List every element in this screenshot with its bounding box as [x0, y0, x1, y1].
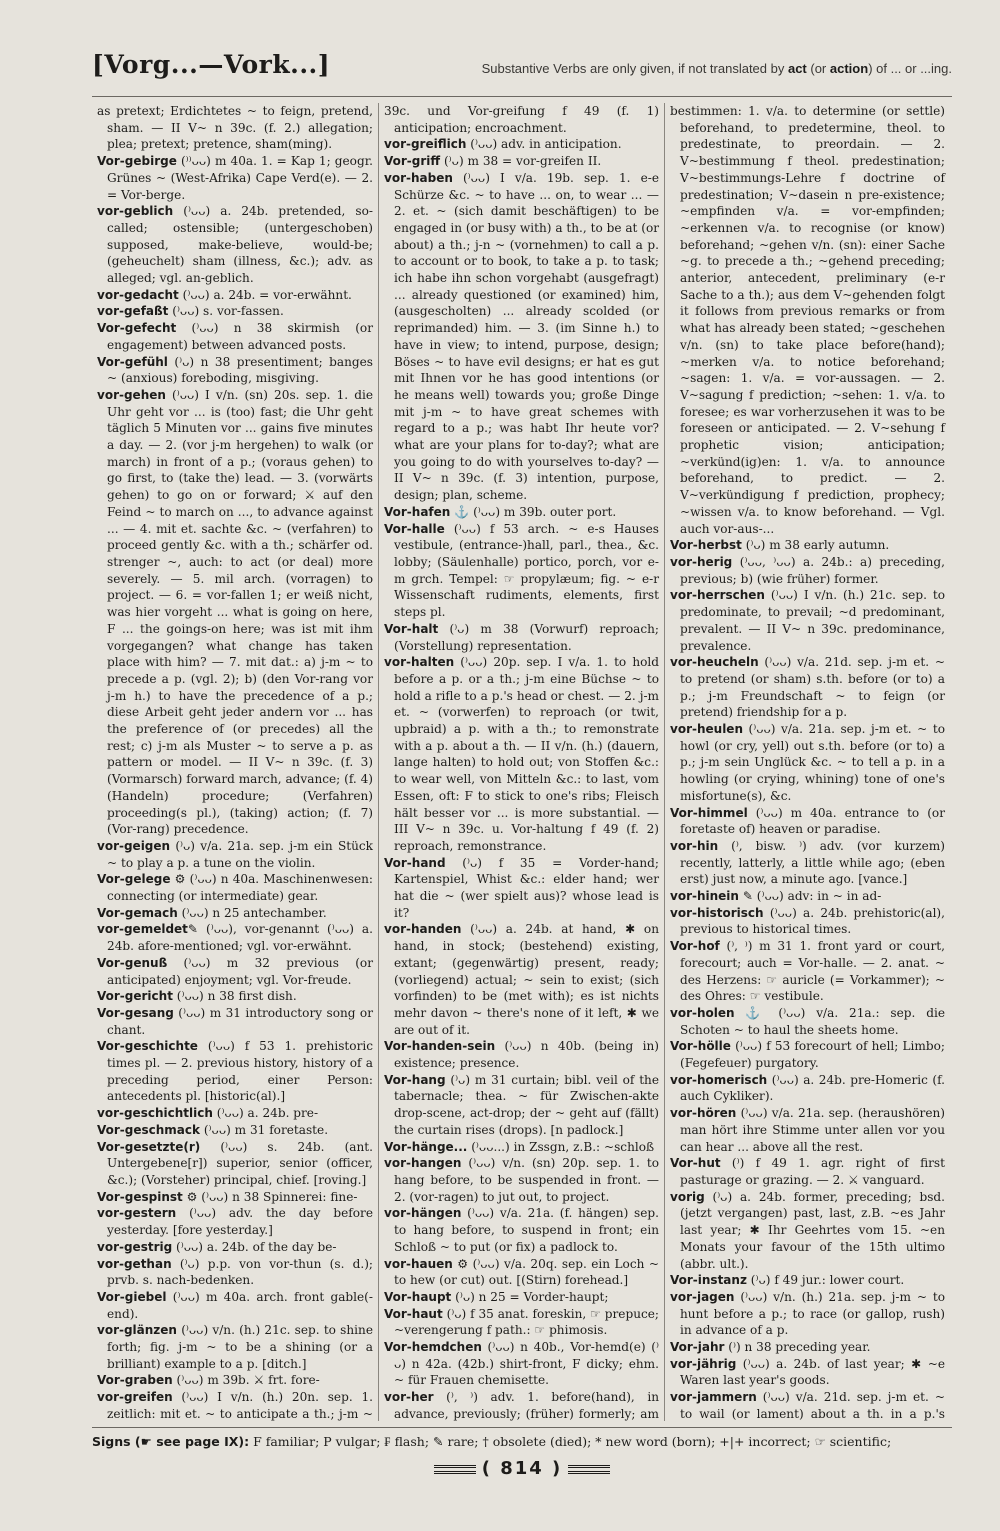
rule-left — [434, 1465, 476, 1474]
entry-definition: (⁾ᴗᴗ) v/a. 21a. sep. (heraushören) man hört ihre Stimme unter allen vor you can hear ... above all the rest. — [680, 1106, 945, 1154]
entry-definition: (⁾) n 38 preceding year. — [724, 1340, 871, 1355]
dictionary-entry — [97, 1189, 373, 1206]
entry-definition: (⁾ᴗ) n 25 = Vorder-haupt; — [451, 1289, 609, 1304]
entry-headword: Vor-graben — [97, 1373, 173, 1388]
signs-text: F familiar; P vulgar; ₣ flash; ✎ rare; † obsolete (died); * new word (born); +|+ incorrect; ☞ scientific; — [249, 1434, 892, 1449]
entry-definition: (⁾ᴗᴗ, ⁾ᴗᴗ) a. 24b.: a) preceding, previous; b) (wie früher) former. — [680, 554, 945, 586]
entry-headword: vor-hin — [670, 838, 719, 853]
entry-definition: (⁾ᴗᴗ) n 38 first dish. — [172, 989, 297, 1004]
entry-headword: Vor-griff — [384, 154, 441, 169]
entry-definition: (⁾ᴗᴗ) I v/n. (h.) 20n. sep. 1. zeitlich: mit et. ~ to anticipate a th.; j-m ~ — [107, 1390, 373, 1421]
dictionary-entry — [97, 103, 373, 153]
entry-definition: (⁾ᴗ) v/a. 21a. sep. j-m ein Stück ~ to play a p. a tune on the violin. — [107, 838, 373, 870]
dictionary-entry — [384, 1139, 659, 1156]
entry-definition: (⁾ᴗ) m 31 curtain; bibl. veil of the tabernacle; thea. ~ für Zwischen-akte drop-scene, act-drop; der ~ geht auf (fällt) the curtain rises (drops). [n padlock.] — [394, 1072, 659, 1137]
entry-headword: vor-hauen — [384, 1256, 453, 1271]
entry-definition: (⁾ᴗᴗ) m 40a. arch. front gable(-end). — [107, 1289, 373, 1321]
entry-headword: Vor-hang — [384, 1072, 446, 1087]
dictionary-entry — [670, 1356, 945, 1389]
entry-headword: Vor-gemach — [97, 905, 178, 920]
entry-headword: vor-haben — [384, 170, 453, 185]
entry-definition: ✎ (⁾ᴗᴗ), vor-genannt (⁾ᴗᴗ) a. 24b. afore-mentioned; vgl. vor-erwähnt. — [107, 922, 373, 954]
dictionary-entry — [670, 103, 945, 537]
entry-headword: Vor-hut — [670, 1156, 721, 1171]
dictionary-entry — [670, 1389, 945, 1421]
dictionary-entry — [97, 1205, 373, 1238]
entry-definition: (⁾ᴗ) a. 24b. former, preceding; bsd. (jetzt vergangen) past, last, z.B. ~es Jahr last year; ✱ Ihr Geehrtes vom 15. ~en Monats your favour of the 15th ultimo (abbr. ult.). — [680, 1189, 945, 1271]
entry-definition: (⁾ᴗᴗ) v/n. (h.) 21c. sep. to shine forth; fig. j-m ~ to be a shining (or a brilliant) example to a p. [ditch.] — [107, 1323, 373, 1371]
dictionary-entry — [384, 1072, 659, 1139]
running-head: [Vorg...—Vork...] — [92, 50, 331, 79]
entry-definition: (⁾ᴗᴗ) a. 24b. pre-Homeric (f. auch Cykliker). — [680, 1072, 945, 1104]
entry-headword: vor-gefaßt — [97, 304, 169, 319]
entry-headword: vor-holen — [670, 1005, 735, 1020]
entry-headword: vor-gemeldet — [97, 922, 188, 937]
dictionary-entry — [384, 621, 659, 654]
entry-headword: vor-historisch — [670, 905, 764, 920]
entry-definition: 39c. und Vor-greifung f 49 (f. 1) anticipation; encroachment. — [384, 104, 659, 135]
dictionary-entry — [670, 838, 945, 888]
entry-headword: vor-gethan — [97, 1256, 172, 1271]
dictionary-entry — [670, 587, 945, 654]
entry-definition: ✎ (⁾ᴗᴗ) adv: in ~ in ad- — [738, 889, 882, 904]
entry-headword: Vor-gesang — [97, 1005, 174, 1020]
dictionary-entry — [97, 955, 373, 988]
header-note-act: act — [787, 61, 807, 76]
entry-definition: (⁾ᴗᴗ) I v/a. 19b. sep. 1. e-e Schürze &c. ~ to have ... on, to wear ... — 2. et. ~ (sich damit beschäftigen) to be engaged in (or busy with) a th., to be at (or about) a th.; j-n ~ (vornehmen) to call a p. to account or to book, to take a p. to task; ich habe ihn schon vorgehabt (ausgefragt) ... already questioned (or examined) him, (ausgescholten) ... already scolded (or reprimanded) him. — 3. (im Sinne h.) to have in view; to intend, purpose, design; Böses ~ to have evil designs; er hat es gut mit Ihnen vor he has good intentions (or he means well) towards you; große Dinge mit j-m ~ to have great schemes with regard to a p.; was habt Ihr heute vor? what are your plans for to-day?; what are you going to do with yourselves to-day? — II V~ n 39c. (f. 3) intention, purpose, design; plan, scheme. — [394, 170, 660, 503]
entry-definition: (⁾ᴗᴗ) a. 24b. = vor-erwähnt. — [178, 287, 352, 302]
entry-definition: (⁾ᴗ) m 38 = vor-greifen II. — [440, 154, 602, 169]
entry-definition: (⁾ᴗ) f 49 jur.: lower court. — [746, 1273, 905, 1288]
entry-definition: ⚙ (⁾ᴗᴗ) v/a. 20q. sep. ein Loch ~ to hew (or cut) out. [(Stirn) forehead.] — [394, 1256, 659, 1288]
entry-definition: (⁾ᴗ) f 35 anat. foreskin, ☞ prepuce; ~verengerung f path.: ☞ phimosis. — [394, 1306, 659, 1338]
dictionary-entry — [97, 1038, 373, 1105]
header-note-prefix: Substantive Verbs are only given, if not translated by — [481, 61, 788, 76]
dictionary-entry — [670, 1189, 945, 1273]
dictionary-entry — [384, 103, 659, 136]
entry-headword: Vor-hölle — [670, 1039, 731, 1054]
page-number: ( 814 ) — [481, 1458, 563, 1479]
entry-headword: Vor-gesetzte(r) — [97, 1139, 201, 1154]
entry-headword: vor-gedacht — [97, 287, 179, 302]
entry-definition: (⁾ᴗᴗ) n 25 antechamber. — [177, 905, 327, 920]
dictionary-entry — [670, 805, 945, 838]
entry-headword: vor-hangen — [384, 1156, 462, 1171]
dictionary-entry — [97, 871, 373, 904]
entry-definition: (⁾, ⁾) m 31 1. front yard or court, forecourt; auch = Vor-halle. — 2. anat. ~ des Herzens: ☞ auricle (= Vorkammer); ~ des Ohres: ☞ vestibule. — [680, 939, 945, 1004]
dictionary-entry — [97, 1122, 373, 1139]
entry-headword: vor-jammern — [670, 1390, 757, 1405]
entry-headword: vor-herrschen — [670, 588, 765, 603]
dictionary-entry — [670, 1155, 945, 1188]
entry-headword: vor-jagen — [670, 1289, 735, 1304]
entry-headword: vor-her — [384, 1390, 434, 1405]
entry-definition: (⁾ᴗᴗ) f 53 arch. ~ e-s Hauses vestibule, (entrance-)hall, parl., thea., &c. lobby; (Säulenhalle) portico, porch, vor e-m grch. Tempel: ☞ propylæum; fig. ~ e-r Wissenschaft rudiments, elements, first steps pl. — [394, 521, 659, 620]
entry-headword: vor-handen — [384, 922, 462, 937]
dictionary-entry — [384, 921, 659, 1038]
rule-right — [568, 1465, 610, 1474]
entry-definition: (⁾ᴗᴗ) I v/n. (h.) 21c. sep. to predominate, to prevail; ~d predominant, prevalent. — II V~ n 39c. predominance, prevalence. — [680, 588, 945, 653]
dictionary-entry — [670, 1272, 945, 1289]
entry-definition: (⁾ᴗᴗ) v/a. 21d. sep. j-m et. ~ to wail (or lament) about a th. in a p.'s — [680, 1390, 945, 1421]
dictionary-entry — [670, 721, 945, 805]
entry-headword: Vor-hänge... — [384, 1139, 468, 1154]
entry-headword: vor-geschichtlich — [97, 1106, 213, 1121]
entry-definition: (⁾ᴗᴗ) v/n. (h.) 21a. sep. j-m ~ to hunt before a p.; to race (or gallop, rush) in advance of a p. — [680, 1289, 945, 1338]
dictionary-entry — [670, 1289, 945, 1339]
entry-headword: vor-gehen — [97, 387, 166, 402]
entry-headword: Vor-haupt — [384, 1289, 452, 1304]
dictionary-entry — [97, 905, 373, 922]
dictionary-entry — [97, 838, 373, 871]
dictionary-entry — [384, 1205, 659, 1255]
dictionary-entry — [384, 1389, 659, 1421]
entry-headword: vor-jährig — [670, 1356, 737, 1371]
entry-headword: vor-heucheln — [670, 655, 759, 670]
dictionary-entry — [97, 354, 373, 387]
entry-headword: vor-geigen — [97, 838, 171, 853]
entry-headword: Vor-gefecht — [97, 321, 177, 336]
entry-headword: Vor-giebel — [97, 1289, 167, 1304]
column-2 — [378, 103, 664, 1421]
entry-definition: (⁾ᴗ) m 38 (Vorwurf) reproach; (Vorstellung) representation. — [394, 621, 659, 653]
entry-headword: vor-greiflich — [384, 137, 467, 152]
dictionary-entry — [97, 1139, 373, 1189]
entry-headword: vor-glänzen — [97, 1323, 177, 1338]
dictionary-entry — [384, 521, 659, 621]
entry-definition: (⁾ᴗᴗ) v/a. 21d. sep. j-m et. ~ to pretend (or sham) s.th. before (or to) a p.; j-m Freundschaft ~ to feign (or pretend) friendship for a p. — [680, 655, 945, 720]
entry-headword: Vor-halt — [384, 621, 439, 636]
entry-headword: Vor-jahr — [670, 1340, 725, 1355]
entry-definition: (⁾ᴗᴗ) v/n. (sn) 20p. sep. 1. to hang before, to be suspended in front. — 2. (vor-ragen) to jut out, to project. — [394, 1156, 659, 1204]
dictionary-entry — [97, 303, 373, 320]
dictionary-entry — [670, 654, 945, 721]
dictionary-entry — [97, 1005, 373, 1038]
entry-headword: vor-heulen — [670, 722, 743, 737]
signs-legend — [92, 1427, 952, 1450]
entry-headword: Vor-gelege — [97, 872, 171, 887]
entry-definition: (⁾ᴗ) f 35 = Vorder-hand; Kartenspiel, Whist &c.: elder hand; wer hat die ~ (wer spielt aus)? whose lead is it? — [394, 855, 659, 920]
dictionary-entry — [670, 1339, 945, 1356]
entry-definition: (⁾ᴗᴗ) a. 24b. pre- — [212, 1106, 319, 1121]
dictionary-entry — [670, 1072, 945, 1105]
header-note-action: action — [829, 61, 869, 76]
dictionary-entry — [97, 203, 373, 287]
entry-definition: (⁾ᴗᴗ) m 31 foretaste. — [200, 1122, 329, 1137]
entry-definition: (⁾ᴗ) m 38 early autumn. — [741, 538, 890, 553]
entry-definition: (⁾⁾ᴗᴗ) m 40a. 1. = Kap 1; geogr. Grünes ~ (West-Afrika) Cape Verd(e). — 2. = Vor-berge. — [107, 154, 373, 202]
dictionary-entry — [97, 320, 373, 353]
entry-headword: Vor-gefühl — [97, 354, 168, 369]
entry-headword: vor-gestrig — [97, 1239, 173, 1254]
entry-definition: ⚓ (⁾ᴗᴗ) v/a. 21a.: sep. die Schoten ~ to haul the sheets home. — [680, 1005, 945, 1037]
entry-definition: (⁾ᴗᴗ) adv. in anticipation. — [466, 137, 622, 152]
entry-headword: vor-gestern — [97, 1206, 177, 1221]
entry-definition: ⚙ (⁾ᴗᴗ) n 38 Spinnerei: fine- — [182, 1189, 358, 1204]
entry-definition: (⁾ᴗᴗ) a. 24b. of last year; ✱ ~e Waren last year's goods. — [680, 1356, 945, 1388]
entry-headword: Vor-instanz — [670, 1273, 747, 1288]
entry-headword: Vor-gespinst — [97, 1189, 183, 1204]
dictionary-entry — [384, 504, 659, 521]
entry-definition: (⁾ᴗᴗ) v/a. 21a. (f. hängen) sep. to hang before, to suspend in front; ein Schloß ~ to put (or fix) a padlock to. — [394, 1206, 659, 1254]
entry-headword: vor-homerisch — [670, 1072, 768, 1087]
entry-headword: Vor-gericht — [97, 989, 173, 1004]
entry-headword: vor-hängen — [384, 1206, 462, 1221]
dictionary-entry — [97, 1289, 373, 1322]
entry-headword: Vor-gebirge — [97, 154, 177, 169]
entry-definition: (⁾ᴗᴗ) a. 24b. prehistoric(al), previous to historical times. — [680, 905, 945, 937]
dictionary-entry — [97, 988, 373, 1005]
dictionary-entry — [384, 1256, 659, 1289]
entry-headword: Vor-hof — [670, 939, 720, 954]
entry-definition: (⁾ᴗᴗ) f 53 forecourt of hell; Limbo; (Fegefeuer) purgatory. — [680, 1039, 945, 1071]
entry-definition: (⁾ᴗᴗ) n 40b. (being in) existence; presence. — [394, 1039, 659, 1071]
entry-definition: (⁾ᴗᴗ) adv. the day before yesterday. [fore yesterday.] — [107, 1206, 373, 1238]
entry-headword: vor-hören — [670, 1106, 737, 1121]
dictionary-entry — [97, 1322, 373, 1372]
page-header — [92, 50, 952, 97]
dictionary-entry — [384, 654, 659, 854]
entry-definition: (⁾ᴗᴗ) v/a. 21a. sep. j-m et. ~ to howl (or cry, yell) out s.th. before (or to) a p.; j-m sein Unglück &c. ~ to tell a p. in a howling (or crying, whining) tone of one's misfortune(s), &c. — [680, 722, 945, 803]
dictionary-entry — [97, 287, 373, 304]
entry-headword: Vor-himmel — [670, 805, 748, 820]
page-number-line — [92, 1458, 952, 1479]
entry-headword: vor-halten — [384, 655, 455, 670]
entry-headword: Vor-geschichte — [97, 1039, 198, 1054]
dictionary-entry — [670, 888, 945, 905]
entry-headword: vor-geblich — [97, 204, 174, 219]
dictionary-entry — [384, 153, 659, 170]
dictionary-entry — [97, 1239, 373, 1256]
dictionary-entry — [670, 537, 945, 554]
entry-definition: (⁾ᴗᴗ) I v/n. (sn) 20s. sep. 1. die Uhr geht vor ... is (too) fast; die Uhr geht täglich 5 Minuten vor ... gains five minutes a day. — 2. (vor j-m hergehen) to walk (or march) in front of a p.; (voraus gehen) to go first, to (take the) lead. — 3. (vorwärts gehen) to go on or forward; ⚔ auf den Feind ~ to march on ..., to advance against ... — 4. mit et. sachte &c. ~ (verfahren) to proceed gently &c. with a th.; schärfer od. strenger ~, auch: to act (or deal) more severely. — 5. mil arch. (vorragen) to project. — 6. = vor-fallen 1; er weiß nicht, was hier vorgeht ... what is going on here, F ... the goings-on here; was ist mit ihm vorgegangen? what change has taken place with him? — 7. mit dat.: a) j-m ~ to precede a p. (vgl. 2); b) (den Vor-rang vor j-m h.) to have the precedence of a p.; diese Arbeit geht jeder andern vor ... has the preference of (or precedes) all the rest; c) j-m als Muster ~ to serve a p. as pattern or model. — II V~ n 39c. (f. 3) (Vormarsch) forward march, advance; (f. 4) (Handeln) procedure; (Verfahren) proceeding(s pl.), (taking) action; (f. 7) (Vor-rang) precedence. — [107, 387, 373, 837]
entry-definition: (⁾ᴗᴗ) f 53 1. prehistoric times pl. — 2. previous history, history of a preceding period, einer Person: antecedents pl. [historic(al).] — [107, 1039, 373, 1104]
entry-definition: (⁾ᴗᴗ) a. 24b. at hand, ✱ on hand, in stock; (bestehend) existing, extant; (gegenwärtig) present, ready; (vorliegend) actual; ~ sein to exist; (sich vorfinden) to be (met with); es ist nichts mehr davon ~ there's none of it left, ✱ we are out of it. — [394, 922, 659, 1037]
column-3 — [664, 103, 950, 1421]
dictionary-entry — [670, 1005, 945, 1038]
entry-definition: (⁾) f 49 1. agr. right of first pasturage or grazing. — 2. ⚔ vanguard. — [680, 1156, 945, 1187]
dictionary-entry — [97, 921, 373, 954]
entry-headword: vorig — [670, 1189, 705, 1204]
entry-definition: (⁾, bisw. ⁾) adv. (vor kurzem) recently, latterly, a little while ago; (eben erst) just now, a minute ago. [vance.] — [680, 838, 945, 887]
entry-headword: Vor-hafen — [384, 504, 451, 519]
signs-label: Signs (☛ see page IX): — [92, 1434, 250, 1449]
dictionary-entry — [384, 1038, 659, 1071]
dictionary-entry — [670, 1105, 945, 1155]
dictionary-entry — [384, 1339, 659, 1389]
entry-headword: vor-hinein — [670, 889, 739, 904]
entry-headword: vor-herig — [670, 554, 733, 569]
entry-definition: (⁾ᴗ) n 38 presentiment; banges ~ (anxious) foreboding, misgiving. — [107, 354, 373, 386]
entry-headword: Vor-hand — [384, 855, 446, 870]
entry-definition: (⁾ᴗᴗ) n 40b., Vor-hemd(e) (⁾ᴗ) n 42a. (42b.) shirt-front, F dicky; ehm. ~ für Frauen chemisette. — [394, 1340, 659, 1388]
entry-definition: (⁾ᴗᴗ) a. 24b. of the day be- — [172, 1239, 337, 1254]
entry-headword: Vor-halle — [384, 521, 445, 536]
entry-headword: vor-greifen — [97, 1390, 173, 1405]
entry-headword: Vor-haut — [384, 1306, 443, 1321]
dictionary-entry — [670, 554, 945, 587]
entry-definition: (⁾ᴗᴗ) m 39b. ⚔ frt. fore- — [172, 1373, 320, 1388]
entry-definition: (⁾ᴗᴗ) n 38 skirmish (or engagement) between advanced posts. — [107, 321, 373, 352]
entry-definition: ⚓ (⁾ᴗᴗ) m 39b. outer port. — [450, 504, 617, 519]
dictionary-entry — [384, 136, 659, 153]
dictionary-entry — [384, 1306, 659, 1339]
dictionary-entry — [384, 1289, 659, 1306]
dictionary-entry — [670, 938, 945, 1005]
dictionary-entry — [384, 1155, 659, 1205]
entry-headword: Vor-hemdchen — [384, 1340, 482, 1355]
entry-definition: (⁾ᴗᴗ) m 40a. entrance to (or foretaste of) heaven or paradise. — [680, 805, 945, 837]
entry-headword: Vor-geschmack — [97, 1122, 200, 1137]
dictionary-entry — [384, 855, 659, 922]
entry-headword: Vor-herbst — [670, 538, 742, 553]
dictionary-entry — [670, 905, 945, 938]
entry-definition: (⁾ᴗᴗ) 20p. sep. I v/a. 1. to hold before a p. or a th.; j-m eine Büchse ~ to hold a rifle to a p.'s head or chest. — 2. j-m et. ~ (vorwerfen) to reproach (or twit, upbraid) a p. with a th.; to remonstrate with a p. about a th. — II v/n. (h.) (dauern, lange halten) to hold out; von Stoffen &c.: to wear well, von Mitteln &c.: to last, vom Essen, oft: F to stick to one's ribs; Fleisch hält besser vor ... is more substantial. — III V~ n 39c. u. Vor-haltung f 49 (f. 2) reproach, remonstrance. — [394, 655, 659, 853]
entry-definition: (⁾ᴗᴗ) s. 24b. (ant. Untergebene[r]) superior, senior (officer, &c.); (Vorsteher) principal, chief. [roving.] — [107, 1139, 373, 1187]
dictionary-entry — [97, 153, 373, 203]
entry-definition: (⁾ᴗ) p.p. von vor-thun (s. d.); prvb. s. nach-bedenken. — [107, 1256, 373, 1288]
entry-definition: (⁾ᴗᴗ) s. vor-fassen. — [168, 304, 284, 319]
entry-definition: bestimmen: 1. v/a. to determine (or settle) beforehand, to predetermine, theol. to predestinate, to preordain. — 2. V~bestimmung f theol. predestination; V~bestimmungs-Lehre f doctrine of predestination; V~dasein n pre-existence; ~empfinden v/a. = vor-empfinden; ~erkennen v/a. to recognise (or know) beforehand; ~gehen v/n. (sn): einer Sache ~g. to precede a th.; ~gehend preceding; anterior, antecedent, preliminary (e-r Sache to a th.); aus dem V~gehenden folgt it follows from previous remarks or from what has already been stated; ~geschehen v/n. (sn) to take place before(hand); ~merken v/a. to notice beforehand; ~sagen: 1. v/a. = vor-aussagen. — 2. V~sagung f prediction; ~sehen: 1. v/a. to foresee; es war vorherzusehen it was to be foreseen or anticipated. — 2. V~sehung f prophetic vision; anticipation; ~verkünd(ig)en: 1. v/a. to announce beforehand, to predict. — 2. V~verkündigung f prediction, prophecy; ~wissen v/a. to know beforehand. — Vgl. auch vor-aus-... — [670, 104, 945, 536]
entry-definition: (⁾ᴗᴗ...) in Zssgn, z.B.: ~schloß — [467, 1139, 655, 1154]
dictionary-entry — [97, 1389, 373, 1421]
entry-definition: as pretext; Erdichtetes ~ to feign, pretend, sham. — II V~ n 39c. (f. 2.) allegation; plea; pretext; pretence, sham(ming). — [97, 104, 373, 152]
dictionary-entry — [384, 170, 659, 504]
entry-definition: ⚙ (⁾ᴗᴗ) n 40a. Maschinenwesen: connecting (or intermediate) gear. — [107, 872, 373, 904]
dictionary-entry — [97, 1256, 373, 1289]
entry-definition: (⁾, ⁾) adv. 1. before(hand), in advance, previously; (früher) formerly; am — [394, 1390, 659, 1421]
entry-definition: (⁾ᴗᴗ) m 32 previous (or anticipated) enjoyment; vgl. Vor-freude. — [107, 955, 373, 987]
header-note — [482, 61, 952, 76]
entry-headword: Vor-genuß — [97, 955, 168, 970]
dictionary-entry — [97, 1372, 373, 1389]
header-note-mid: (or — [806, 61, 830, 76]
header-note-suffix: ) of ... or ...ing. — [868, 61, 952, 76]
column-1 — [92, 103, 378, 1421]
dictionary-entry — [97, 387, 373, 838]
entry-definition: (⁾ᴗᴗ) m 31 introductory song or chant. — [107, 1005, 373, 1037]
dictionary-entry — [97, 1105, 373, 1122]
entry-definition: (⁾ᴗᴗ) a. 24b. pretended, so-called; ostensible; (untergeschoben) supposed, make-believe, would-be; (geheuchelt) sham (illness, &c.); adv. as alleged; vgl. an-geblich. — [107, 204, 373, 286]
entry-headword: Vor-handen-sein — [384, 1039, 496, 1054]
dictionary-entry — [670, 1038, 945, 1071]
columns — [92, 103, 952, 1421]
